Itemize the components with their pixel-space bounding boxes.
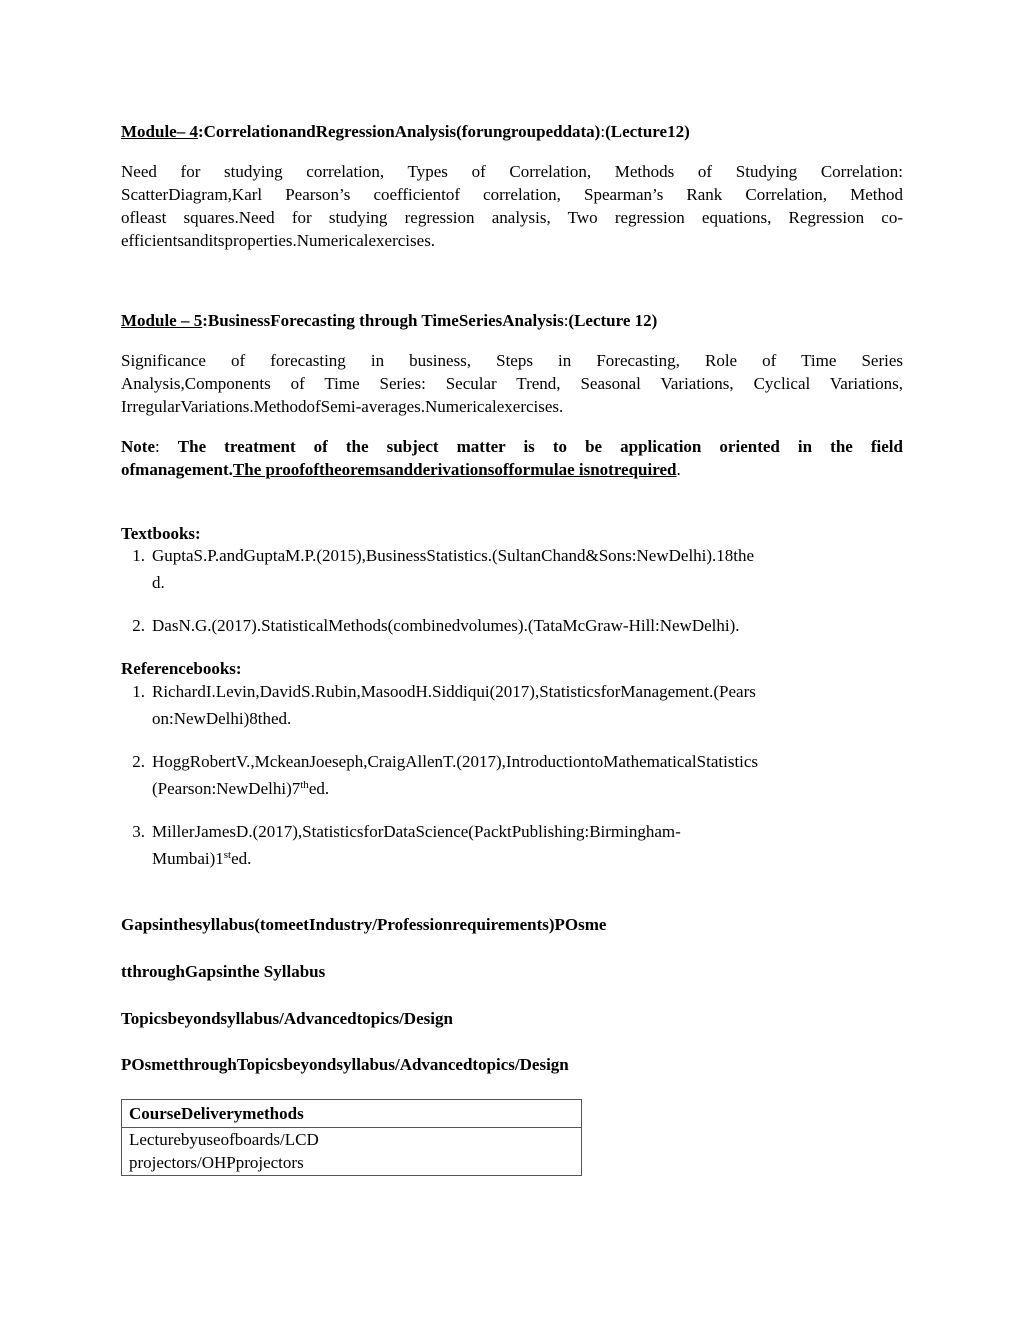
list-text: d. [152, 573, 165, 592]
list-text: DasN.G.(2017).StatisticalMethods(combinedvolumes).(TataMcGraw-Hill:NewDelhi). [152, 616, 740, 635]
list-item [132, 612, 892, 639]
module5-lecture: (Lecture 12) [568, 311, 658, 330]
list-item [132, 748, 892, 802]
posmet-topics-heading: POsmetthroughTopicsbeyondsyllabus/Advancedtopics/Design [121, 1055, 569, 1074]
list-text-part: Mumbai)1 [152, 849, 224, 868]
gaps-heading: Gapsinthesyllabus(tomeetIndustry/Professionrequirements)POsme [121, 915, 607, 934]
reference-books-heading: Referencebooks: [121, 659, 242, 678]
list-text-part: ed. [231, 849, 252, 868]
module4-label: Module– 4 [121, 122, 198, 141]
module4-heading [121, 120, 903, 143]
note-line-2 [121, 458, 903, 481]
module4-lecture: (Lecture12) [605, 122, 690, 141]
textbooks-heading: Textbooks: [121, 524, 201, 543]
module5-text-line: IrregularVariations.MethodofSemi-averages.Numericalexercises. [121, 397, 564, 416]
list-item [132, 542, 892, 596]
superscript: th [300, 779, 309, 791]
list-number: 2. [132, 752, 145, 771]
note-period: . [676, 460, 681, 479]
list-text: HoggRobertV.,MckeanJoeseph,CraigAllenT.(2017),IntroductiontoMathematicalStatistics [152, 752, 759, 771]
module5-heading [121, 309, 903, 332]
table-cell-line: Lecturebyuseofboards/LCD [129, 1130, 319, 1149]
list-text: GuptaS.P.andGuptaM.P.(2015),BusinessStatistics.(SultanChand&Sons:NewDelhi).18the [152, 546, 755, 565]
list-text [152, 845, 892, 872]
note-sep: : [154, 437, 178, 456]
table-cell [122, 1128, 581, 1175]
list-item [132, 678, 892, 732]
topics-beyond-heading: Topicsbeyondsyllabus/Advancedtopics/Design [121, 1009, 453, 1028]
note-underlined-text: The proofoftheoremsandderivationsofformulae isnotrequired [232, 460, 677, 479]
note-line-1 [121, 435, 903, 458]
table-header: CourseDeliverymethods [122, 1100, 581, 1128]
course-delivery-table [121, 1099, 582, 1176]
list-number: 2. [132, 616, 145, 635]
list-number: 1. [132, 682, 145, 701]
list-text-part: (Pearson:NewDelhi)7 [152, 779, 301, 798]
module5-label: Module – 5 [121, 311, 203, 330]
module4-title: :CorrelationandRegressionAnalysis(forungroupeddata) [197, 122, 601, 141]
module4-lecture-sep: : [600, 122, 606, 141]
note-text-2a: ofmanagement. [121, 460, 233, 479]
module5-text-line: Analysis,Components of Time Series: Secular Trend, Seasonal Variations, Cyclical Variations, [121, 374, 903, 393]
list-text: on:NewDelhi)8thed. [152, 709, 292, 728]
gaps-heading-cont: tthroughGapsinthe Syllabus [121, 962, 326, 981]
module4-text-line: ScatterDiagram,Karl Pearson’s coefficientof correlation, Spearman’s Rank Correlation, Method [121, 185, 903, 204]
note-label: Note [121, 437, 155, 456]
superscript: st [223, 849, 232, 861]
list-number: 3. [132, 822, 145, 841]
list-item [132, 818, 892, 872]
module5-lecture-sep: : [563, 311, 569, 330]
module5-text-line: Significance of forecasting in business, Steps in Forecasting, Role of Time Series [121, 351, 903, 370]
module4-text-line: Need for studying correlation, Types of Correlation, Methods of Studying Correlation: [121, 162, 903, 181]
list-text: MillerJamesD.(2017),StatisticsforDataScience(PacktPublishing:Birmingham- [152, 822, 681, 841]
note-text: The treatment of the subject matter is to be application oriented in the field [177, 437, 903, 456]
module4-text-line: ofleast squares.Need for studying regression analysis, Two regression equations, Regression co- [121, 208, 903, 227]
module4-text-line: efficientsanditsproperties.Numericalexercises. [121, 231, 436, 250]
list-number: 1. [132, 546, 145, 565]
list-text [152, 775, 892, 802]
module5-title: :BusinessForecasting through TimeSeriesAnalysis [202, 311, 564, 330]
table-cell-line: projectors/OHPprojectors [129, 1153, 304, 1172]
list-text: RichardI.Levin,DavidS.Rubin,MasoodH.Siddiqui(2017),StatisticsforManagement.(Pears [152, 682, 756, 701]
list-text-part: ed. [308, 779, 330, 798]
